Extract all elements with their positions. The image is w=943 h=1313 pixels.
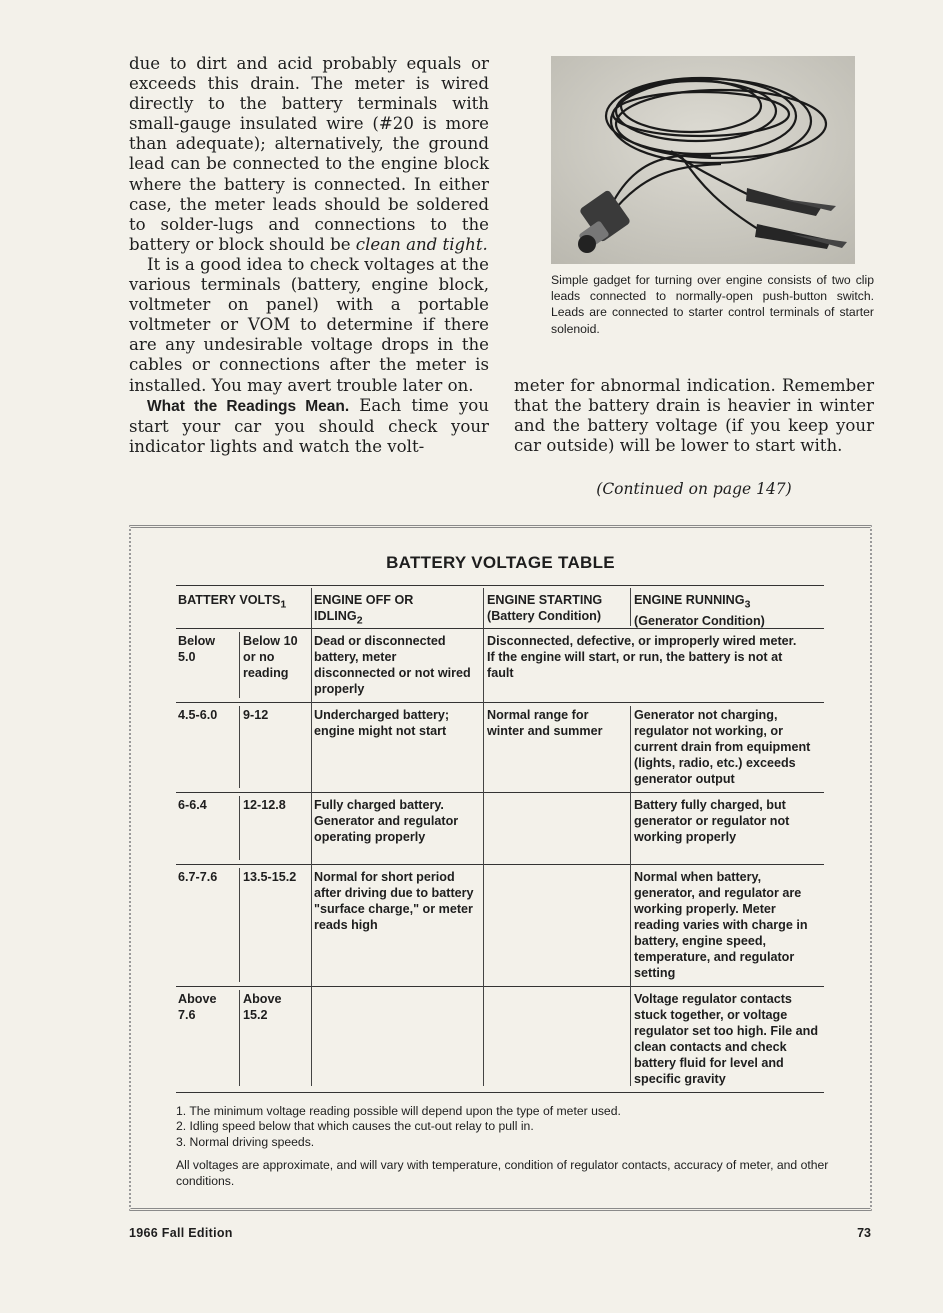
paragraph-1: due to dirt and acid probably equals or exceeds this drain. The meter is wired directly to the battery terminals with small-gauge insulated wire (#20 is more than adequate); alternatively, the ground lead can be connected to the engine block where the battery is connected. In either case, the meter leads should be soldered to solder-lugs and connections to the battery or block should be clean and tight. bbox=[129, 54, 489, 254]
header-battery-volts: BATTERY $VOLTS_1$ bbox=[178, 593, 287, 611]
paragraph-3: What the Readings Mean. Each time you start your car you should check your indicator lights and watch the volt- bbox=[129, 395, 489, 456]
col-divider bbox=[239, 632, 240, 698]
col-divider bbox=[483, 588, 484, 1086]
continued-note: (Continued on page 147) bbox=[596, 480, 792, 498]
cell-12v: Above 15.2 bbox=[243, 992, 282, 1022]
footnote-3: 3. Normal driving speeds. bbox=[176, 1134, 315, 1149]
cell-engine-running: Voltage regulator contacts stuck together, or voltage regulator set too high. File and clean contacts and check battery fluid for level and specific gravity bbox=[634, 992, 819, 1086]
cell-12v: Below 10 or no reading bbox=[243, 634, 298, 680]
table-top-rule bbox=[176, 585, 824, 586]
footer-edition: 1966 Fall Edition bbox=[129, 1226, 233, 1240]
clip-leads-switch-illustration bbox=[551, 56, 855, 264]
table-note: All voltages are approximate, and will vary with temperature, condition of regulator contacts, accuracy of meter, and other conditions. bbox=[176, 1158, 829, 1188]
col-divider bbox=[239, 990, 240, 1086]
cell-engine-running: Generator not charging, regulator not working, or current drain from equipment (lights, radio, etc.) exceeds generator output bbox=[634, 708, 811, 786]
cell-12v: 12-12.8 bbox=[243, 798, 286, 812]
cell-6v: 6-6.4 bbox=[178, 798, 207, 812]
cell-engine-starting: Disconnected, defective, or improperly wired meter. If the engine will start, or run, the battery is not at fault bbox=[487, 634, 797, 680]
paragraph-4: meter for abnormal indication. Remember that the battery drain is heavier in winter and the battery voltage (if you keep your car outside) will be lower to start with. bbox=[514, 376, 874, 456]
cell-engine-running: Battery fully charged, but generator or regulator not working properly bbox=[634, 798, 790, 844]
cell-engine-running: Normal when battery, generator, and regulator are working properly. Meter reading varies with charge in battery, engine speed, temperature, and regulator setting bbox=[634, 870, 808, 980]
row-rule bbox=[176, 702, 824, 703]
cell-6v: Above 7.6 bbox=[178, 992, 217, 1022]
page-number: 73 bbox=[857, 1226, 871, 1240]
article-right-column bbox=[514, 376, 874, 456]
cell-engine-starting: Normal range for winter and summer bbox=[487, 708, 603, 738]
row-rule bbox=[176, 792, 824, 793]
cell-engine-off: Dead or disconnected battery, meter disconnected or not wired properly bbox=[314, 634, 471, 696]
footnote-2: 2. Idling speed below that which causes the cut-out relay to pull in. bbox=[176, 1119, 534, 1134]
run-in-heading: What the Readings Mean. bbox=[147, 397, 350, 415]
cell-12v: 9-12 bbox=[243, 708, 269, 722]
photo-caption: Simple gadget for turning over engine consists of two clip leads connected to normally-open push-button switch. Leads are connected to starter control terminals of starter solenoid. bbox=[551, 273, 874, 336]
cell-engine-off: Fully charged battery. Generator and regulator operating properly bbox=[314, 798, 459, 844]
paragraph-2: It is a good idea to check voltages at the various terminals (battery, engine block, voltmeter on panel) with a portable voltmeter or VOM to determine if there are any undesirable voltage drops in the cables or connections after the meter is installed. You may avert trouble later on. bbox=[129, 254, 489, 395]
col-divider bbox=[239, 868, 240, 982]
col-divider bbox=[630, 706, 631, 1086]
header-engine-off: ENGINE OFF OR $IDLING_2$ bbox=[314, 593, 414, 627]
col-divider bbox=[630, 588, 631, 626]
cell-12v: 13.5-15.2 bbox=[243, 870, 297, 884]
header-engine-running: ENGINE $RUNNING_3$ (Generator Condition) bbox=[634, 593, 765, 628]
gadget-photo bbox=[551, 56, 855, 264]
table-title: BATTERY VOLTAGE TABLE bbox=[386, 553, 615, 572]
cell-engine-off: Undercharged battery; engine might not start bbox=[314, 708, 450, 738]
col-divider bbox=[311, 588, 312, 1086]
article-left-column bbox=[129, 54, 489, 457]
col-divider bbox=[239, 796, 240, 860]
cell-6v: 6.7-7.6 bbox=[178, 870, 218, 884]
emphasis-clean-tight: clean and tight. bbox=[355, 234, 488, 254]
col-divider bbox=[239, 706, 240, 788]
cell-6v: 4.5-6.0 bbox=[178, 708, 218, 722]
cell-engine-off: Normal for short period after driving due to battery "surface charge," or meter reads high bbox=[314, 870, 474, 932]
table-bottom-rule bbox=[176, 1092, 824, 1093]
row-rule bbox=[176, 986, 824, 987]
header-engine-starting: ENGINE STARTING (Battery Condition) bbox=[487, 593, 603, 623]
footnote-1: 1. The minimum voltage reading possible will depend upon the type of meter used. bbox=[176, 1104, 621, 1118]
row-rule bbox=[176, 864, 824, 865]
table-footnotes bbox=[176, 1104, 836, 1189]
cell-6v: Below 5.0 bbox=[178, 634, 216, 664]
